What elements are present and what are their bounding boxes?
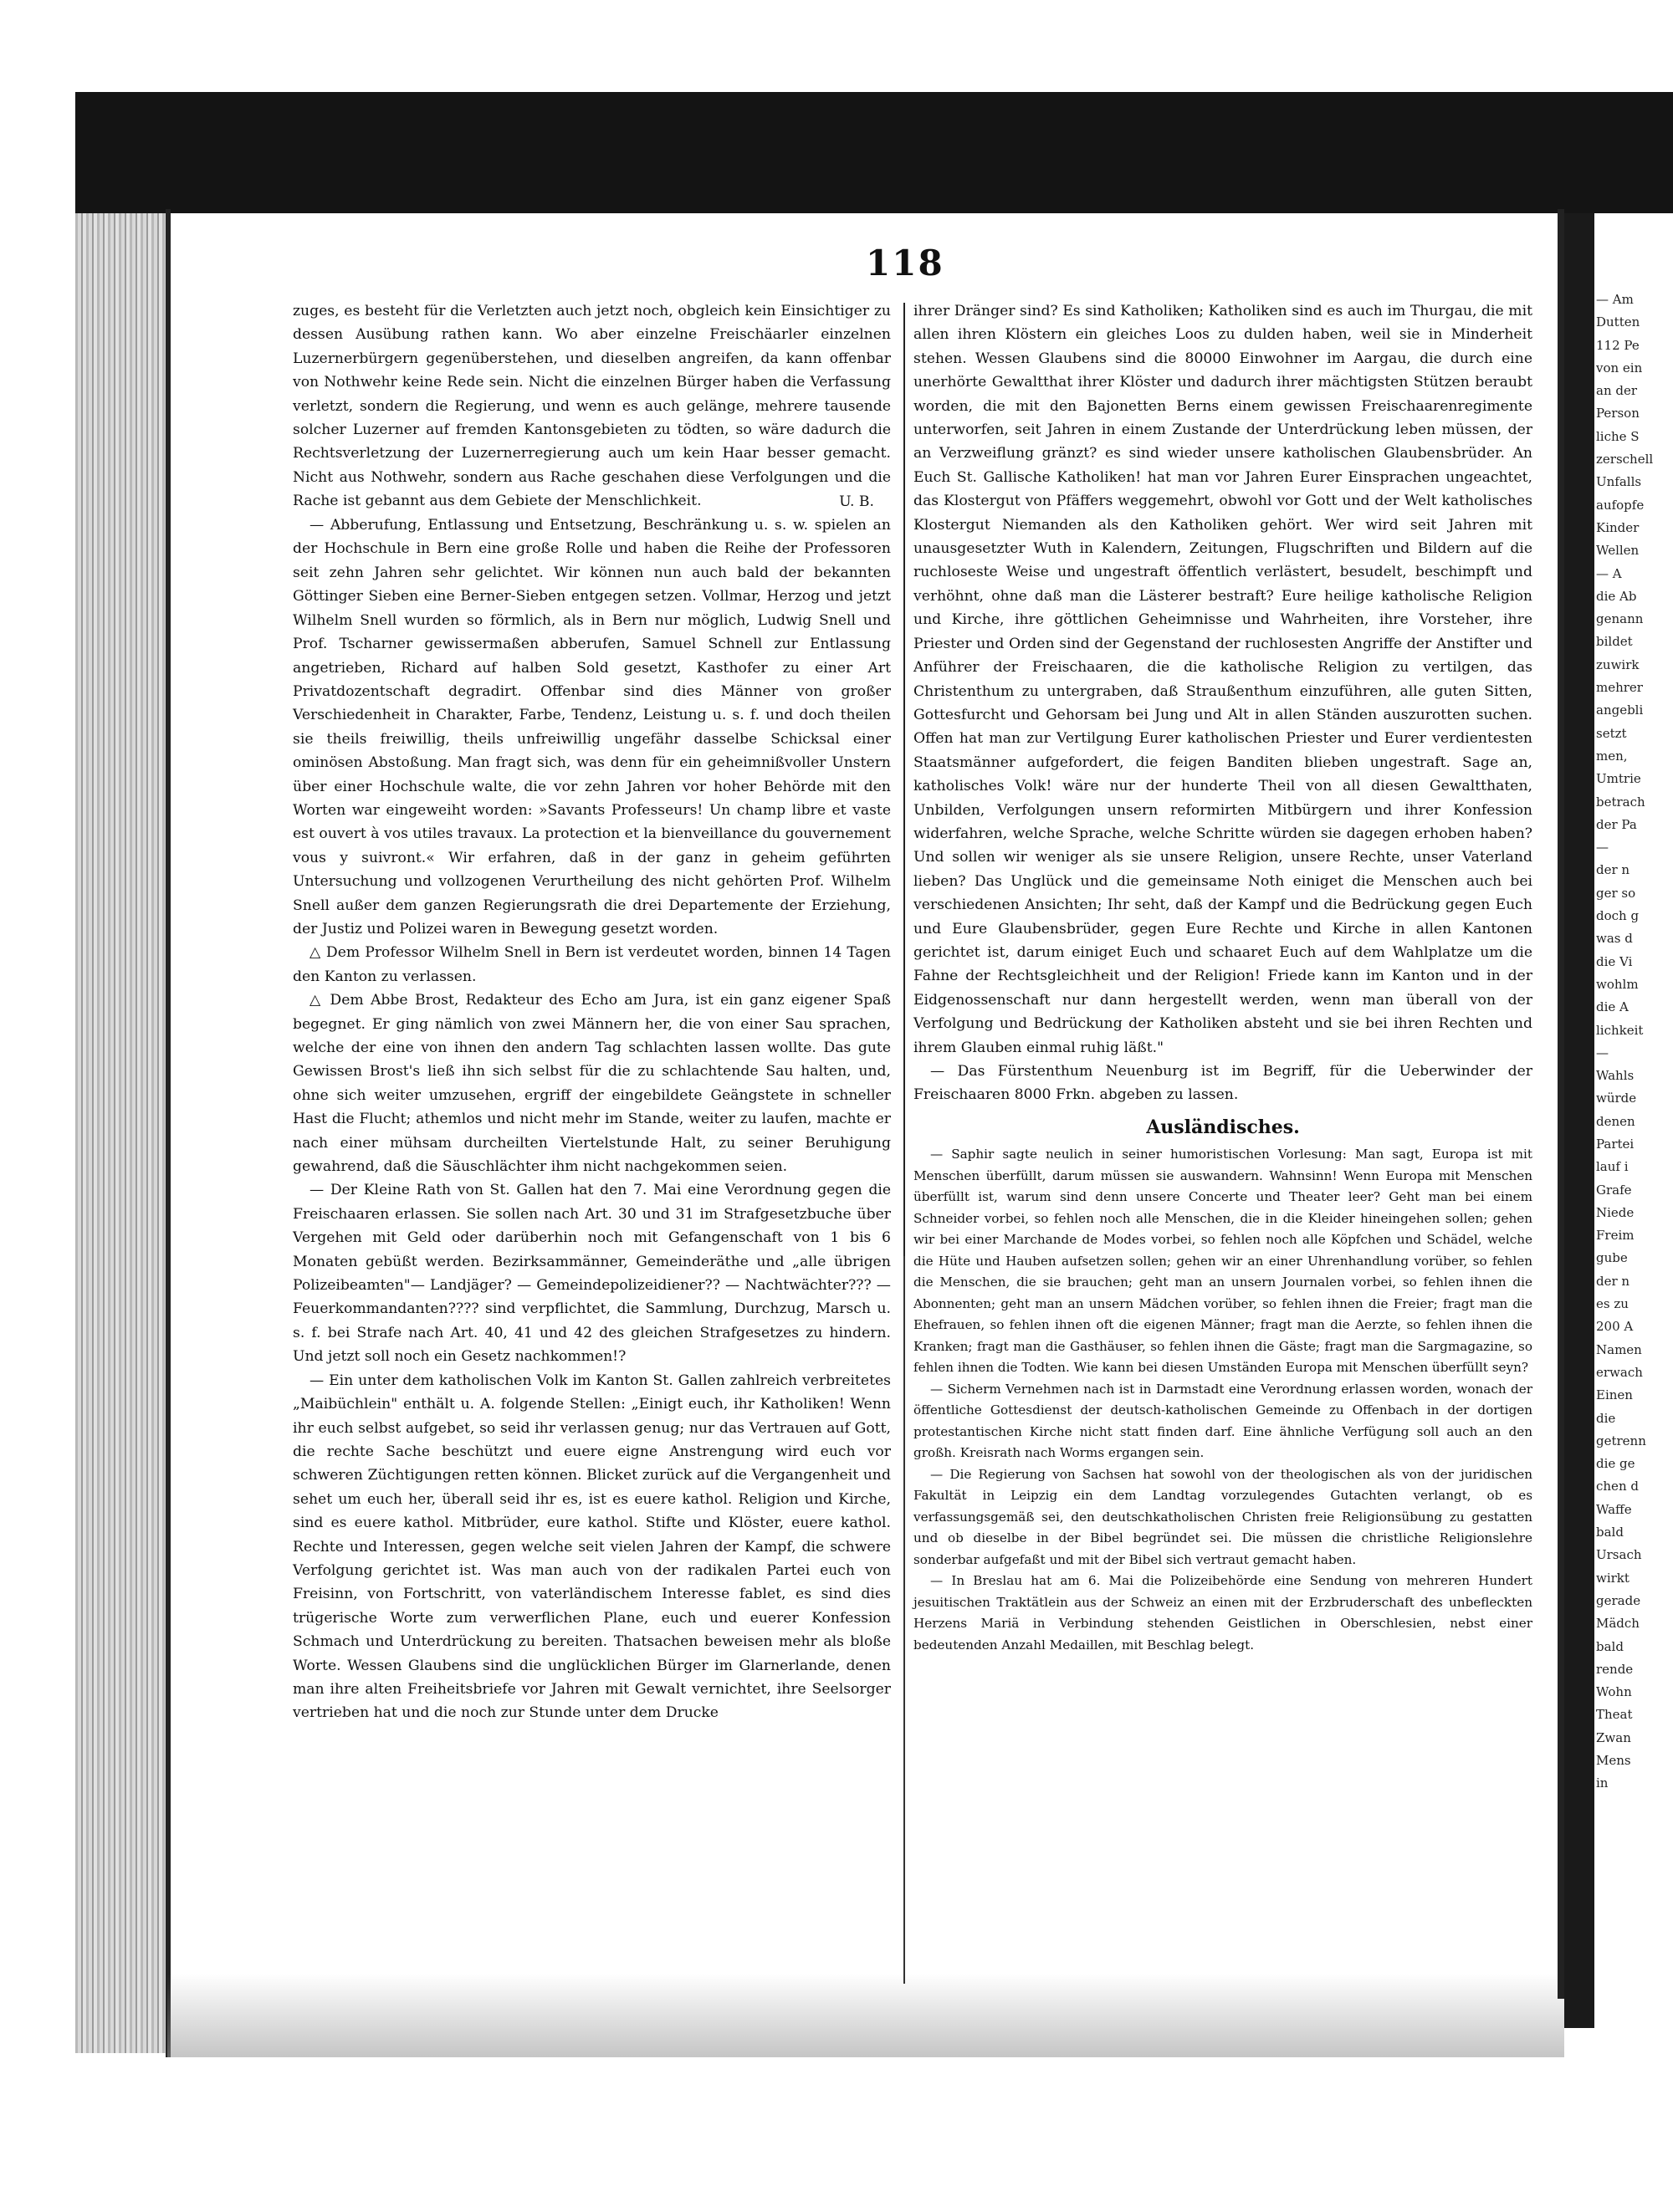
- adjacent-line-fragment: Waffe: [1596, 1501, 1632, 1517]
- adjacent-line-fragment: 112 Pe: [1596, 337, 1640, 353]
- adjacent-line-fragment: betrach: [1596, 794, 1645, 810]
- right-column: [913, 299, 1532, 1656]
- adjacent-line-fragment: — Am: [1596, 292, 1634, 307]
- paragraph: zuges, es besteht für die Verletzten auch jetzt noch, obgleich kein Einsichtiger zu dessen Ausübung rathen kann. Wo aber einzelne Freischäarler einzelnen Luzernerbürgern gegenüberstehen, und dieselben angreifen, da kann offenbar von Nothwehr keine Rede sein. Nicht die einzelnen Bürger haben die Verfassung verletzt, sondern die Regierung, und wenn es auch gelänge, mehrere tausende solcher Luzerner auf fremden Kantonsgebieten zu tödten, so wäre dadurch die Rechtsverletzung der Luzernerregierung auch um kein Haar besser gemacht. Nicht aus Nothwehr, sondern aus Rache geschahen diese Verfolgungen und die Rache ist gebannt aus dem Gebiete der Menschlichkeit.: [293, 303, 891, 510]
- adjacent-line-fragment: von ein: [1596, 360, 1643, 375]
- gutter-right-line: [1558, 209, 1564, 1999]
- paragraph: — Der Kleine Rath von St. Gallen hat den 7. Mai eine Verordnung gegen die Freischaaren erlassen. Sie sollen nach Art. 30 und 31 im Strafgesetzbuche über Vergehen mit Geld oder darüberhin noch mit Gefangenschaft von 1 bis 6 Monaten gebüßt werden. Bezirksammänner, Gemeinderäthe und „alle übrigen Polizeibeamten"— Landjäger? — Gemeindepolizeidiener?? — Nachtwächter??? — Feuerkommandanten???? sind verpflichtet, die Sammlung, Durchzug, Marsch u. s. f. bei Strafe nach Art. 40, 41 und 42 des gleichen Strafgesetzes zu hindern. Und jetzt soll noch ein Gesetz nachkommen!?: [293, 1182, 891, 1366]
- adjacent-line-fragment: mehrer: [1596, 680, 1643, 696]
- adjacent-line-fragment: Partei: [1596, 1136, 1635, 1152]
- adjacent-line-fragment: bald: [1596, 1525, 1624, 1540]
- adjacent-line-fragment: Wellen: [1596, 543, 1640, 559]
- paragraph: — Sicherm Vernehmen nach ist in Darmstadt eine Verordnung erlassen worden, wonach der öffentliche Gottesdienst der deutsch-katholischen Gemeinde zu Offenbach in der dortigen protestantischen Kirche nicht statt finden darf. Eine ähnliche Verfügung soll auch an den großh. Kreisrath nach Worms ergangen sein.: [913, 1381, 1532, 1461]
- adjacent-line-fragment: Dutten: [1596, 314, 1640, 330]
- adjacent-line-fragment: rende: [1596, 1661, 1634, 1677]
- adjacent-line-fragment: Mens: [1596, 1753, 1631, 1768]
- adjacent-line-fragment: angebli: [1596, 702, 1644, 718]
- paragraph: — Abberufung, Entlassung und Entsetzung, Beschränkung u. s. w. spielen an der Hochschule in Bern eine große Rolle und haben die Reihe der Professoren seit zehn Jahren sehr gelichtet. Wir können nun auch bald der bekannten Göttinger Sieben eine Berner-Sieben entgegen setzen. Vollmar, Herzog und jetzt Wilhelm Snell wurden so förmlich, als in Bern nur möglich, Ludwig Snell und Prof. Tscharner gewissermaßen abberufen, Samuel Schnell zur Entlassung angetrieben, Richard auf halben Sold gesetzt, Kasthofer zu einer Art Privatdozentschaft degradirt. Offenbar sind dies Männer von großer Verschiedenheit in Charakter, Farbe, Tendenz, Leistung u. s. f. und doch theilen sie theils freiwillig, theils unfreiwillig ungefähr dasselbe Schicksal einer ominösen Abstoßung. Man fragt sich, was denn für ein geheimnißvoller Unstern über einer Hochschule walte, die vor zehn Jahren vor hoher Behörde mit den Worten war eingeweiht worden: »Savants Professeurs! Un champ libre et vaste est ouvert à vos utiles travaux. La protection et la bienveillance du gouvernement vous y suivront.« Wir erfahren, daß in der ganz in geheim geführten Untersuchung und vollzogenen Verurtheilung des nicht gehörten Prof. Wilhelm Snell außer dem ganzen Regierungsrath die drei Departemente der Erziehung, der Justiz und Polizei waren in Bewegung gesetzt worden.: [293, 517, 891, 937]
- adjacent-line-fragment: zerschell: [1596, 452, 1654, 467]
- adjacent-line-fragment: Namen: [1596, 1341, 1642, 1357]
- bottom-page-shadow: [167, 1974, 1564, 2057]
- adjacent-line-fragment: wohlm: [1596, 976, 1639, 992]
- adjacent-line-fragment: was d: [1596, 931, 1633, 947]
- adjacent-line-fragment: Wahls: [1596, 1068, 1635, 1084]
- adjacent-line-fragment: es zu: [1596, 1296, 1629, 1312]
- adjacent-line-fragment: gube: [1596, 1250, 1628, 1266]
- adjacent-line-fragment: gerade: [1596, 1592, 1641, 1608]
- paragraph: — Saphir sagte neulich in seiner humoristischen Vorlesung: Man sagt, Europa ist mit Menschen überfüllt, darum müssen sie auswandern. Wahnsinn! Wenn Europa mit Menschen überfüllt ist, warum sind denn unsere Concerte und Theater leer? Geht man bei einem Schneider vorbei, so fehlen noch alle Menschen, die in die Kleider hineingehen sollen; gehen wir bei einer Marchande de Modes vorbei, so fehlen noch alle Köpfchen und Schädel, welche die Hüte und Hauben aufsetzen sollen; gehen wir an einer Uhrenhandlung vorüber, so fehlen die Menschen, die sie brauchen; geht man an unsern Journalen vorbei, so fehlen ihnen die Abonnenten; geht man an unsern Mädchen vorüber, so fehlen ihnen die Freier; fragt man die Ehefrauen, so fehlen ihnen oft die eigenen Männer; fragt man die Aerzte, so fehlen ihnen die Kranken; fragt man die Gasthäuser, so fehlen ihnen die Gäste; fragt man die Sargmagazine, so fehlen ihnen die Todten. Wie kann bei diesen Umständen Europa mit Menschen überfüllt seyn?: [913, 1147, 1532, 1376]
- adjacent-line-fragment: bildet: [1596, 634, 1633, 650]
- adjacent-line-fragment: die A: [1596, 999, 1629, 1015]
- adjacent-line-fragment: Unfalls: [1596, 474, 1642, 490]
- adjacent-line-fragment: Person: [1596, 406, 1640, 421]
- paragraph: — Die Regierung von Sachsen hat sowohl von der theologischen als von der juridischen Fakultät in Leipzig ein dem Landtag vorzulegendes Gutachten verlangt, ob es verfassungsgemäß sei, den deutschkatholischen Christen freie Religionsübung zu gestatten und ob dieselbe in der Bibel begründet sei. Die müssen die christliche Religionslehre sonderbar aufgefaßt und mit der Bibel sich vertraut gemacht haben.: [913, 1466, 1532, 1567]
- adjacent-line-fragment: der n: [1596, 862, 1630, 878]
- adjacent-line-fragment: Umtrie: [1596, 771, 1641, 787]
- adjacent-line-fragment: Freim: [1596, 1228, 1635, 1244]
- adjacent-line-fragment: Zwan: [1596, 1729, 1631, 1745]
- binding-line: [166, 209, 171, 2057]
- adjacent-line-fragment: wirkt: [1596, 1570, 1630, 1586]
- adjacent-line-fragment: an der: [1596, 383, 1638, 399]
- left-column: [293, 299, 891, 1725]
- adjacent-line-fragment: zuwirk: [1596, 656, 1640, 672]
- adjacent-line-fragment: 200 A: [1596, 1319, 1634, 1335]
- adjacent-line-fragment: ger so: [1596, 885, 1636, 901]
- adjacent-line-fragment: lichkeit: [1596, 1022, 1644, 1038]
- adjacent-line-fragment: —: [1596, 840, 1609, 856]
- adjacent-line-fragment: die Vi: [1596, 953, 1633, 969]
- column-divider: [903, 303, 905, 1256]
- adjacent-line-fragment: die: [1596, 1410, 1616, 1426]
- paragraph: △ Dem Abbe Brost, Redakteur des Echo am Jura, ist ein ganz eigener Spaß begegnet. Er ging nämlich von zwei Männern her, die von einer Sau sprachen, welche der eine von ihnen den andern Tag schlachten lassen wollte. Das gute Gewissen Brost's ließ ihn sich selbst für die zu schlachtende Sau halten, und, ohne sich weiter umzusehen, ergriff der eingebildete Geängstete in schneller Hast die Flucht; athemlos und nicht mehr im Stande, weiter zu laufen, machte er nach einer mühsam durcheilten Viertelstunde Halt, zu seiner Beruhigung gewahrend, daß die Säuschlächter ihm nicht nachgekommen seien.: [293, 992, 891, 1176]
- adjacent-line-fragment: Theat: [1596, 1707, 1633, 1723]
- adjacent-line-fragment: —: [1596, 1045, 1609, 1060]
- adjacent-line-fragment: Wohn: [1596, 1684, 1632, 1700]
- adjacent-line-fragment: liche S: [1596, 428, 1640, 444]
- adjacent-line-fragment: Mädch: [1596, 1616, 1640, 1632]
- adjacent-page-fragments: [1596, 289, 1673, 1796]
- section-heading: Ausländisches.: [1146, 1116, 1300, 1138]
- adjacent-line-fragment: die ge: [1596, 1456, 1635, 1472]
- adjacent-line-fragment: — A: [1596, 565, 1622, 581]
- paragraph: — Das Fürstenthum Neuenburg ist im Begriff, für die Ueberwinder der Freischaaren 8000 Frkn. abgeben zu lassen.: [913, 1063, 1532, 1104]
- adjacent-line-fragment: Grafe: [1596, 1182, 1632, 1198]
- adjacent-line-fragment: lauf i: [1596, 1159, 1629, 1175]
- adjacent-line-fragment: genann: [1596, 611, 1644, 627]
- page-number: 118: [866, 243, 944, 284]
- adjacent-line-fragment: der n: [1596, 1273, 1630, 1289]
- paragraph: — In Breslau hat am 6. Mai die Polizeibehörde eine Sendung von mehreren Hundert jesuitischen Traktätlein aus der Schweiz an einen mit der Erzbruderschaft des unbefleckten Herzens Mariä in Verbindung stehenden Geistlichen in Oberschlesien, nebst einer bedeutenden Anzahl Medaillen, mit Beschlag belegt.: [913, 1573, 1532, 1653]
- adjacent-line-fragment: der Pa: [1596, 816, 1637, 832]
- adjacent-line-fragment: Niede: [1596, 1204, 1635, 1220]
- adjacent-line-fragment: in: [1596, 1775, 1609, 1791]
- adjacent-line-fragment: würde: [1596, 1091, 1637, 1106]
- adjacent-line-fragment: chen d: [1596, 1479, 1639, 1494]
- article-signature: U. B.: [839, 493, 874, 510]
- scan-top-shadow: [75, 92, 1673, 213]
- paragraph: △ Dem Professor Wilhelm Snell in Bern ist verdeutet worden, binnen 14 Tagen den Kanton zu verlassen.: [293, 944, 891, 985]
- adjacent-line-fragment: aufopfe: [1596, 497, 1645, 513]
- adjacent-line-fragment: getrenn: [1596, 1433, 1646, 1448]
- gutter-right-shadow: [1564, 213, 1594, 2028]
- page-edges-left: [75, 213, 167, 2053]
- adjacent-line-fragment: die Ab: [1596, 588, 1637, 604]
- adjacent-line-fragment: bald: [1596, 1638, 1624, 1654]
- adjacent-line-fragment: Einen: [1596, 1387, 1633, 1403]
- paragraph: ihrer Dränger sind? Es sind Katholiken; Katholiken sind es auch im Thurgau, die mit allen ihren Klöstern ein gleiches Loos zu dulden haben, weil sie in Minderheit stehen. Wessen Glaubens sind die 80000 Einwohner im Aargau, die durch eine unerhörte Gewaltthat ihrer Klöster und dadurch ihrer mächtigsten Stützen beraubt worden, die mit den Bajonetten Berns einem gewissen Freischaarenregimente unterworfen, seit Jahren in einem Zustande der Unterdrückung leben müssen, der an Verzweiflung gränzt? es sind wieder unsere katholischen Glaubensbrüder. An Euch St. Gallische Katholiken! hat man vor Jahren Eurer Einsprachen ungeachtet, das Klostergut von Pfäffers weggemehrt, obwohl vor Gott und der Welt katholisches Klostergut Niemanden als den Katholiken gehört. Wer wird seit Jahren mit unausgesetzter Wuth in Kalendern, Zeitungen, Flugschriften und Bildern auf die ruchloseste Weise und ungestraft öffentlich verlästert, besudelt, beschimpft und verhöhnt, ohne daß man die Lästerer bestraft? Eure heilige katholische Religion und Kirche, ihre göttlichen Geheimnisse und Wahrheiten, ihre Vorsteher, ihre Priester und Orden sind der Gegenstand der ruchlosesten Angriffe der Anstifter und Anführer der Freischaaren, die die katholische Religion zu vertilgen, das Christenthum zu untergraben, daß Straußenthum einzuführen, alle guten Sitten, Gottesfurcht und Gehorsam bei Jung und Alt in allen Ständen auszurotten suchen. Offen hat man zur Vertilgung Eurer katholischen Priester und Eurer verdientesten Staatsmänner aufgefordert, die feigen Banditen blieben ungestraft. Sage an, katholisches Volk! wäre nur der hunderte Theil von all diesen Gewaltthaten, Unbilden, Verfolgungen unsern reformirten Mitbürgern und ihrer Konfession widerfahren, welche Sprache, welche Schritte würden sie dagegen erhoben haben? Und sollen wir weniger als sie unsere Religion, unsere Rechte, unser Vaterland lieben? Das Unglück und die gemeinsame Noth einiget die Menschen auch bei verschiedenen Ansichten; Ihr seht, daß der Kampf und die Bedrückung gegen Euch und Eure Glaubensbrüder, gegen Eure Rechte und Kirche in allen Kantonen gerichtet ist, darum einiget Euch und schaaret Euch auf dem Wahlplatze um die Fahne der Rechtsgleichheit und der Religion! Friede kann im Kanton und in der Eidgenossenschaft nur dann hergestellt werden, wenn man überall von der Verfolgung und Bedrückung der Katholiken absteht und sie bei ihren Rechten und ihrem Glauben einmal ruhig läßt.": [913, 303, 1532, 1056]
- adjacent-line-fragment: setzt: [1596, 725, 1627, 741]
- adjacent-line-fragment: doch g: [1596, 908, 1640, 924]
- paragraph: — Ein unter dem katholischen Volk im Kanton St. Gallen zahlreich verbreitetes „Maibüchlein" enthält u. A. folgende Stellen: „Einigt euch, ihr Katholiken! Wenn ihr euch selbst aufgebet, so seid ihr verlassen genug; nur das Vertrauen auf Gott, die rechte Sache beschützt und euere eigne Anstrengung wird euch vor schweren Züchtigungen retten können. Blicket zurück auf die Vergangenheit und sehet um euch her, überall seid ihr es, ist es euere kathol. Religion und Kirche, sind es euere kathol. Mitbrüder, eure kathol. Stifte und Klöster, euere kathol. Rechte und Interessen, gegen welche seit vielen Jahren der Kampf, die schwere Verfolgung gerichtet ist. Was man auch von der radikalen Partei euch von Freisinn, von Fortschritt, von vaterländischem Interesse fablet, es sind dies trügerische Worte zum verwerflichen Plane, euch und euerer Konfession Schmach und Unterdrückung zu bereiten. Thatsachen beweisen mehr als bloße Worte. Wessen Glaubens sind die unglücklichen Bürger im Glarnerlande, denen man ihre alten Freiheitsbriefe vor Jahren mit Gewalt vernichtet, ihre Seelsorger vertrieben hat und die noch zur Stunde unter dem Drucke: [293, 1372, 891, 1722]
- adjacent-line-fragment: denen: [1596, 1113, 1635, 1129]
- adjacent-line-fragment: erwach: [1596, 1364, 1643, 1380]
- column-divider-lower: [903, 1256, 905, 1984]
- adjacent-line-fragment: men,: [1596, 748, 1628, 764]
- adjacent-line-fragment: Ursach: [1596, 1547, 1642, 1563]
- adjacent-line-fragment: Kinder: [1596, 519, 1640, 535]
